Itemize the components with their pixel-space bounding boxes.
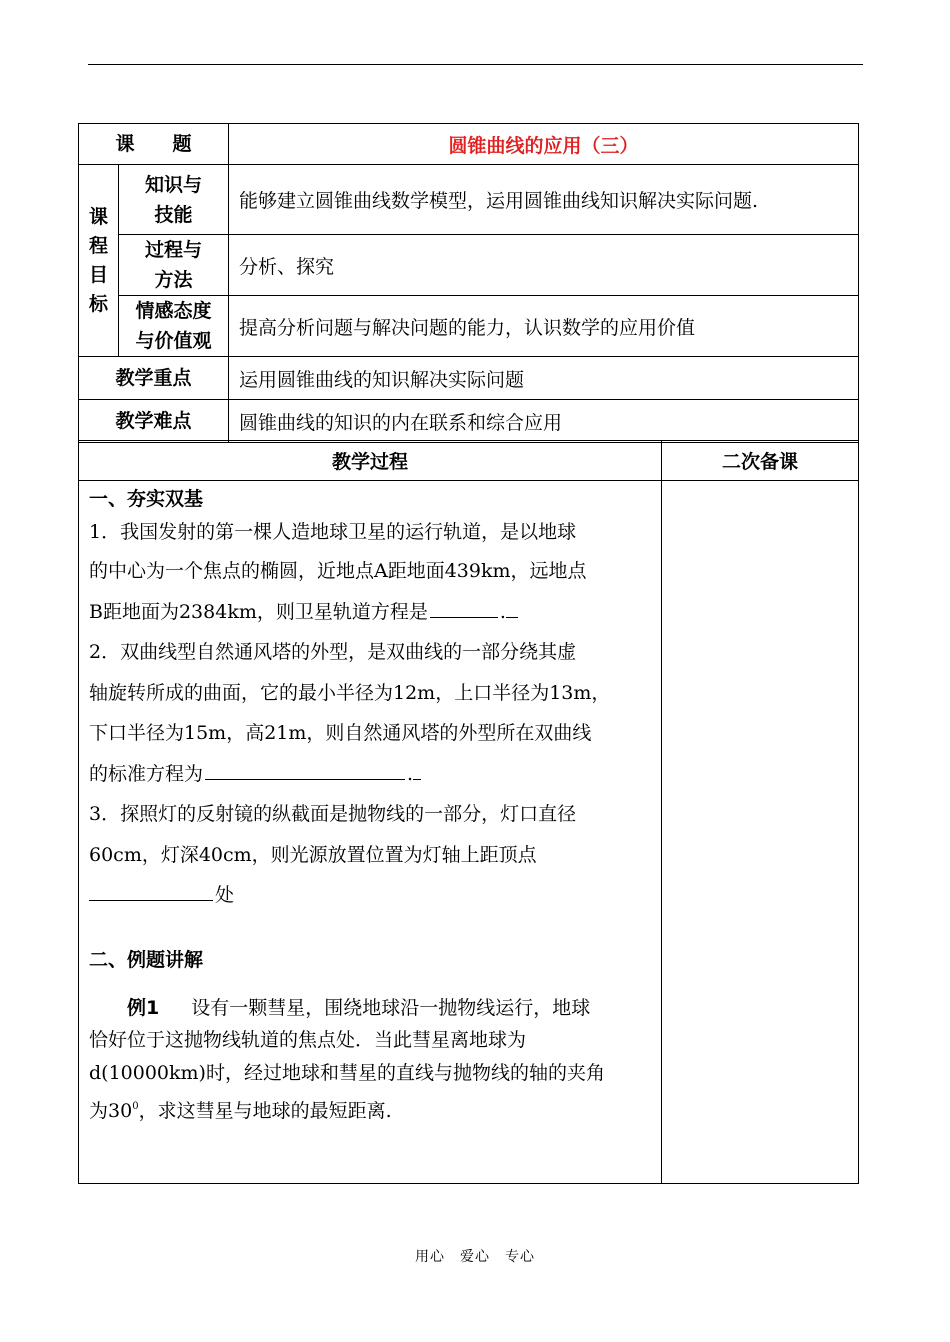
objective-label-knowledge — [119, 165, 229, 235]
example-line — [89, 1090, 651, 1128]
q3-line: 60cm，灯深40cm，则光源放置位置为灯轴上距顶点 — [89, 843, 537, 866]
q2-line-with-blank — [89, 754, 651, 795]
answer-blank[interactable] — [205, 778, 405, 780]
objective-value-attitude: 提高分析问题与解决问题的能力，认识数学的应用价值 — [229, 296, 859, 357]
teaching-process-table — [78, 440, 859, 1184]
lesson-title: 圆锥曲线的应用（三） — [229, 124, 859, 165]
answer-blank[interactable] — [430, 616, 498, 618]
q3-line-with-blank — [89, 875, 651, 916]
objectives-group-label — [79, 165, 119, 357]
q2-text: 的标准方程为 — [89, 762, 204, 785]
section-title-basics: 一、夯实双基 — [89, 488, 204, 510]
difficulty-label: 教学难点 — [79, 400, 229, 443]
q2-line: 2．双曲线型自然通风塔的外型，是双曲线的一部分绕其虚 — [89, 641, 577, 663]
second-prep-header: 二次备课 — [662, 441, 859, 481]
label-line: 过程与 — [145, 239, 203, 261]
example-line: 恰好位于这抛物线轨道的焦点处．当此彗星离地球为 — [89, 1028, 527, 1051]
header-rule — [88, 64, 863, 65]
q1-text: B距地面为2384km，则卫星轨道方程是 — [89, 600, 428, 623]
spacer — [89, 916, 651, 946]
blank-period: . — [407, 762, 414, 785]
q2-line: 轴旋转所成的曲面，它的最小半径为12m，上口半径为13m， — [89, 681, 611, 704]
example-text: 设有一颗彗星，围绕地球沿一抛物线运行，地球 — [191, 996, 591, 1019]
difficulty-value: 圆锥曲线的知识的内在联系和综合应用 — [229, 400, 859, 443]
label-line: 技能 — [154, 203, 193, 226]
q3-line: 3．探照灯的反射镜的纵截面是抛物线的一部分，灯口直径 — [89, 803, 577, 825]
degree-mark: 0 — [132, 1100, 139, 1112]
topic-label: 课 题 — [79, 124, 229, 165]
objectives-group-text: 课程目标 — [88, 205, 108, 315]
q2-line: 下口半径为15m，高21m，则自然通风塔的外型所在双曲线 — [89, 722, 592, 744]
example-line: d(10000km)时，经过地球和彗星的直线与抛物线的轴的夹角 — [89, 1061, 605, 1084]
lesson-info-table — [78, 123, 859, 443]
objective-label-attitude — [119, 296, 229, 357]
q1-line: 的中心为一个焦点的椭圆，近地点A距地面439km，远地点 — [89, 560, 587, 582]
blank-period: . — [499, 600, 506, 623]
key-point-label: 教学重点 — [79, 357, 229, 400]
objective-value-process: 分析、探究 — [229, 235, 859, 296]
example-label: 例1 — [127, 996, 160, 1019]
example-text: ，求这彗星与地球的最短距离. — [138, 1099, 392, 1122]
section-title-examples: 二、例题讲解 — [89, 948, 204, 971]
q1-line-with-blank — [89, 592, 651, 633]
spacer — [89, 974, 651, 992]
answer-blank-tail — [413, 778, 421, 780]
objective-label-process — [119, 235, 229, 296]
process-header: 教学过程 — [79, 441, 662, 481]
q3-text: 处 — [215, 884, 235, 906]
label-line: 情感态度 — [135, 300, 212, 322]
answer-blank-tail — [506, 616, 518, 618]
example-text: 为30 — [89, 1099, 133, 1122]
label-line: 与价值观 — [135, 330, 212, 352]
key-point-value: 运用圆锥曲线的知识解决实际问题 — [229, 357, 859, 400]
q1-line: 1．我国发射的第一棵人造地球卫星的运行轨道，是以地球 — [89, 521, 577, 543]
second-prep-cell[interactable] — [662, 481, 859, 1184]
process-body — [79, 481, 662, 1184]
objective-value-knowledge: 能够建立圆锥曲线数学模型，运用圆锥曲线知识解决实际问题. — [229, 165, 859, 235]
label-line: 方法 — [154, 269, 193, 291]
answer-blank[interactable] — [89, 899, 213, 901]
example-line — [89, 992, 651, 1024]
page-footer: 用心 爱心 专心 — [415, 1249, 535, 1265]
label-line: 知识与 — [145, 173, 203, 196]
